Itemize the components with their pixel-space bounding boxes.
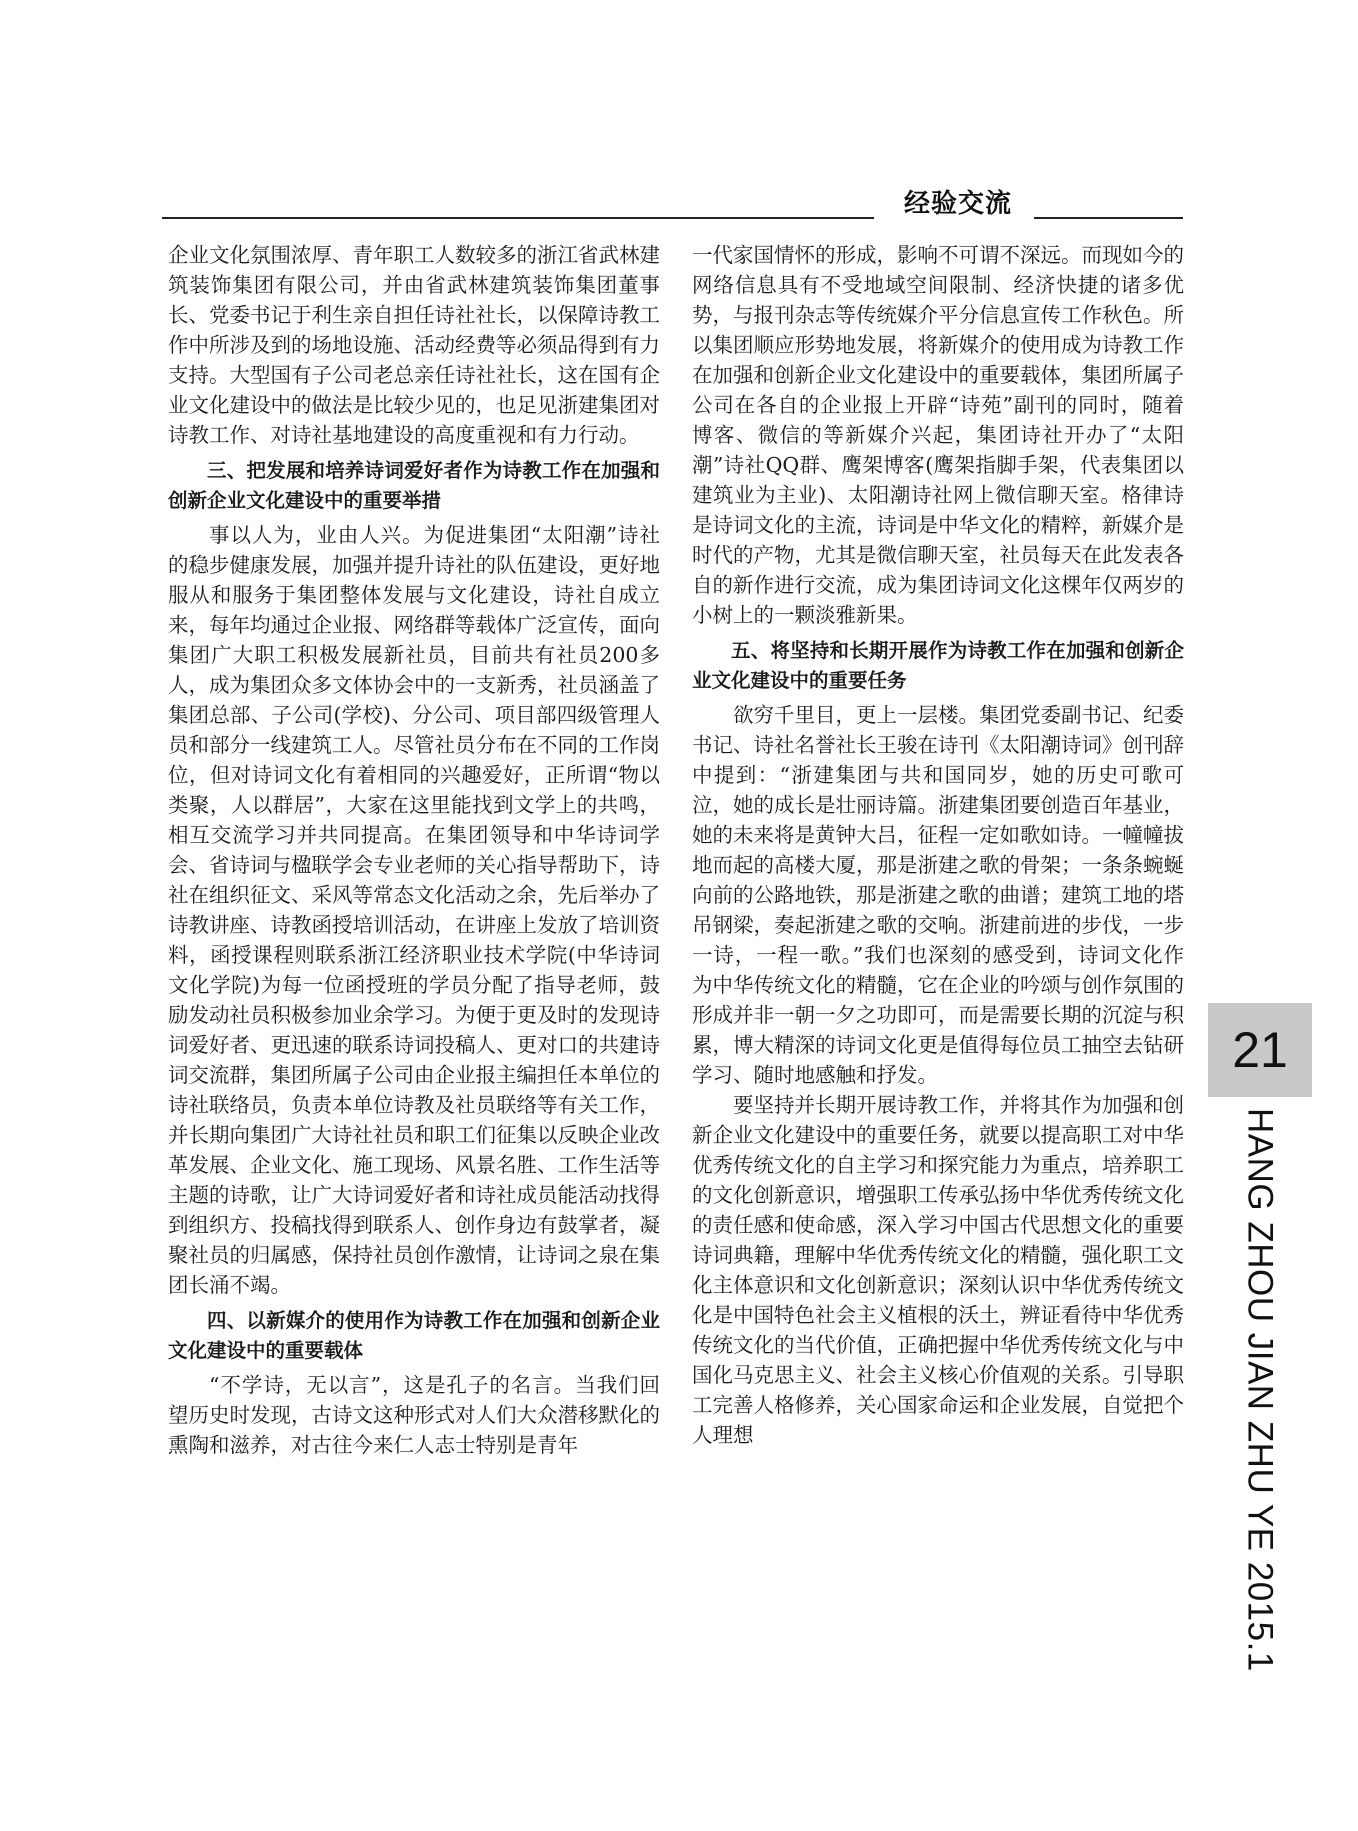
left-paragraph-2: 事以人为，业由人兴。为促进集团“太阳潮”诗社的稳步健康发展，加强并提升诗社的队伍建设，更好地服从和服务于集团整体发展与文化建设，诗社自成立来，每年均通过企业报、网络群等载体广泛宣传，面向集团广大职工积极发展新社员，目前共有社员200多人，成为集团众多文体协会中的一支新秀，社员涵盖了集团总部、子公司(学校)、分公司、项目部四级管理人员和部分一线建筑工人。尽管社员分布在不同的工作岗位，但对诗词文化有着相同的兴趣爱好，正所谓“物以类聚，人以群居”，大家在这里能找到文学上的共鸣，相互交流学习并共同提高。在集团领导和中华诗词学会、省诗词与楹联学会专业老师的关心指导帮助下，诗社在组织征文、采风等常态文化活动之余，先后举办了诗教讲座、诗教函授培训活动，在讲座上发放了培训资料，函授课程则联系浙江经济职业技术学院(中华诗词文化学院)为每一位函授班的学员分配了指导老师，鼓励发动社员积极参加业余学习。为便于更及时的发现诗词爱好者、更迅速的联系诗词投稿人、更对口的共建诗词交流群，集团所属子公司由企业报主编担任本单位的诗社联络员，负责本单位诗教及社员联络等有关工作，并长期向集团广大诗社社员和职工们征集以反映企业改革发展、企业文化、施工现场、风景名胜、工作生活等主题的诗歌，让广大诗词爱好者和诗社成员能活动找得到组织方、投稿找得到联系人、创作身边有鼓掌者，凝聚社员的归属感，保持社员创作激情，让诗词之泉在集团长涌不竭。 [168,523,660,1297]
section-heading-5: 五、将坚持和长期开展作为诗教工作在加强和创新企业文化建设中的重要任务 [692,639,1184,692]
left-column [168,240,660,1460]
section-label: 经验交流 [903,189,1012,219]
page-number: 21 [1208,1003,1312,1097]
right-column [692,240,1184,1450]
left-paragraph-3: “不学诗，无以言”，这是孔子的名言。当我们回望历史时发现，古诗文这种形式对人们大众潜移默化的熏陶和滋养，对古往今来仁人志士特别是青年 [168,1373,660,1457]
header-rule-left [162,217,874,219]
header-rule-right [1034,217,1183,219]
left-paragraph-1: 企业文化氛围浓厚、青年职工人数较多的浙江省武林建筑装饰集团有限公司，并由省武林建筑装饰集团董事长、党委书记于利生亲自担任诗社社长，以保障诗教工作中所涉及到的场地设施、活动经费等必须品得到有力支持。大型国有子公司老总亲任诗社社长，这在国有企业文化建设中的做法是比较少见的，也足见浙建集团对诗教工作、对诗社基地建设的高度重视和有力行动。 [168,243,660,447]
journal-id: HANG ZHOU JIAN ZHU YE 2015.1 [1240,1108,1280,1672]
right-paragraph-1: 一代家国情怀的形成，影响不可谓不深远。而现如今的网络信息具有不受地域空间限制、经济快捷的诸多优势，与报刊杂志等传统媒介平分信息宣传工作秋色。所以集团顺应形势地发展，将新媒介的使用成为诗教工作在加强和创新企业文化建设中的重要载体，集团所属子公司在各自的企业报上开辟“诗苑”副刊的同时，随着博客、微信的等新媒介兴起，集团诗社开办了“太阳潮”诗社QQ群、鹰架博客(鹰架指脚手架，代表集团以建筑业为主业)、太阳潮诗社网上微信聊天室。格律诗是诗词文化的主流，诗词是中华文化的精粹，新媒介是时代的产物，尤其是微信聊天室，社员每天在此发表各自的新作进行交流，成为集团诗词文化这棵年仅两岁的小树上的一颗淡雅新果。 [692,243,1184,627]
section-heading-3: 三、把发展和培养诗词爱好者作为诗教工作在加强和创新企业文化建设中的重要举措 [168,459,660,512]
right-paragraph-2: 欲穷千里目，更上一层楼。集团党委副书记、纪委书记、诗社名誉社长王骏在诗刊《太阳潮诗词》创刊辞中提到：“浙建集团与共和国同岁，她的历史可歌可泣，她的成长是壮丽诗篇。浙建集团要创造百年基业，她的未来将是黄钟大吕，征程一定如歌如诗。一幢幢拔地而起的高楼大厦，那是浙建之歌的骨架；一条条蜿蜒向前的公路地铁，那是浙建之歌的曲谱；建筑工地的塔吊钢梁，奏起浙建之歌的交响。浙建前进的步伐，一步一诗，一程一歌。”我们也深刻的感受到，诗词文化作为中华传统文化的精髓，它在企业的吟颂与创作氛围的形成并非一朝一夕之功即可，而是需要长期的沉淀与积累，博大精深的诗词文化更是值得每位员工抽空去钻研学习、随时地感触和抒发。 [692,703,1184,1087]
right-paragraph-3: 要坚持并长期开展诗教工作，并将其作为加强和创新企业文化建设中的重要任务，就要以提高职工对中华优秀传统文化的自主学习和探究能力为重点，培养职工的文化创新意识，增强职工传承弘扬中华优秀传统文化的责任感和使命感，深入学习中国古代思想文化的重要诗词典籍，理解中华优秀传统文化的精髓，强化职工文化主体意识和文化创新意识；深刻认识中华优秀传统文化是中国特色社会主义植根的沃土，辨证看待中华优秀传统文化的当代价值，正确把握中华优秀传统文化与中国化马克思主义、社会主义核心价值观的关系。引导职工完善人格修养，关心国家命运和企业发展，自觉把个人理想 [692,1093,1184,1447]
section-heading-4: 四、以新媒介的使用作为诗教工作在加强和创新企业文化建设中的重要载体 [168,1309,660,1362]
